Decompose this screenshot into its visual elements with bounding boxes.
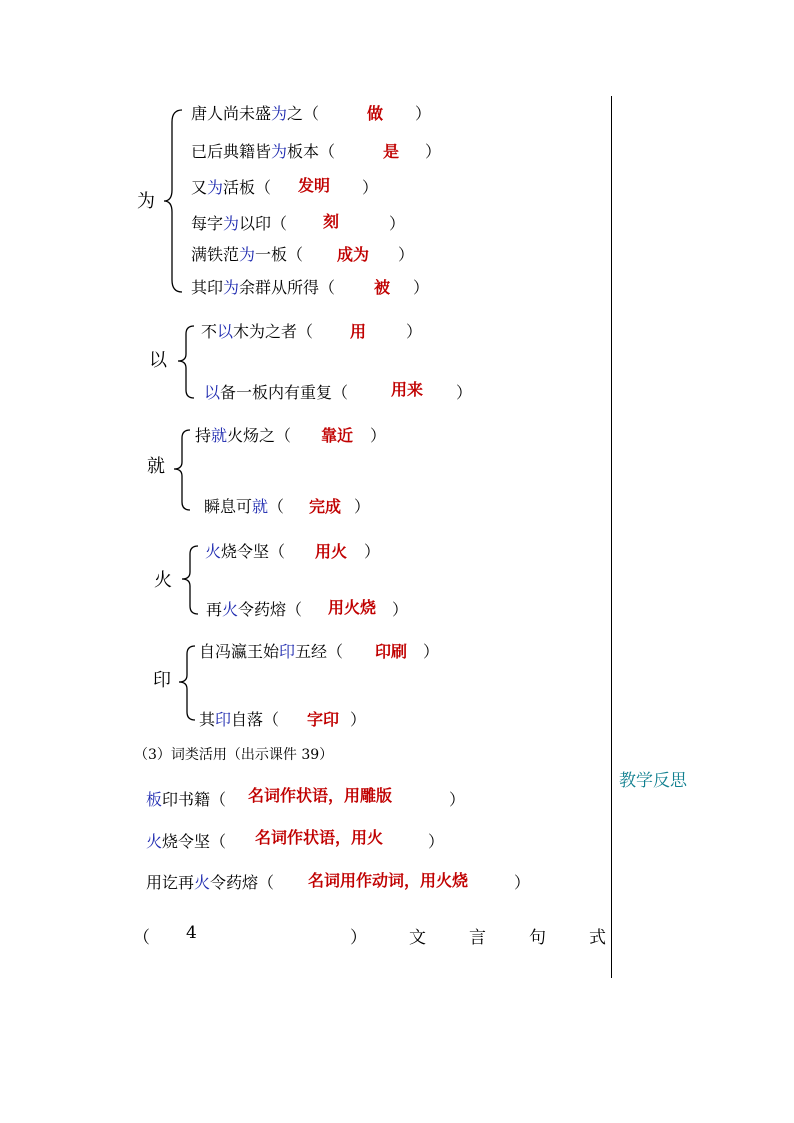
huo-item-1 <box>205 542 285 562</box>
section4-char-1: 文 <box>409 928 426 948</box>
jiu-item-1-answer: 靠近 <box>321 426 354 445</box>
wei-item-2-answer: 是 <box>383 142 400 161</box>
wei-item-1 <box>191 104 319 124</box>
wei-item-4-keyword: 为 <box>223 214 240 233</box>
wei-item-1-post: 之（ <box>287 104 320 123</box>
wei-item-5-close: ） <box>398 245 415 264</box>
section3-item-2 <box>146 832 226 852</box>
jiu-item-1-post: 火炀之（ <box>227 426 292 445</box>
yin-item-1-post: 五经（ <box>295 642 344 661</box>
group-char-jiu: 就 <box>147 456 165 477</box>
yi-item-1-keyword: 以 <box>217 322 234 341</box>
wei-item-1-pre: 唐人尚未盛 <box>191 104 272 123</box>
section3-item-3-pre: 用讫再 <box>146 873 195 892</box>
wei-item-3-post: 活板（ <box>223 178 272 197</box>
brace-huo <box>180 544 202 616</box>
yin-item-1-answer: 印刷 <box>375 642 408 661</box>
yin-item-2-pre: 其 <box>199 710 216 729</box>
yin-item-2-keyword: 印 <box>215 710 232 729</box>
brace-wei <box>162 108 186 294</box>
section3-item-3-close: ） <box>514 873 531 892</box>
section4-char-3: 句 <box>529 928 546 948</box>
group-char-wei: 为 <box>137 191 155 212</box>
yin-item-2-close: ） <box>350 710 367 729</box>
yi-item-2-close: ） <box>456 383 473 402</box>
yi-item-1-post: 木为之者（ <box>233 322 314 341</box>
section4-char-2: 言 <box>469 928 486 948</box>
brace-yi <box>176 324 198 400</box>
yi-item-2-keyword: 以 <box>204 383 221 402</box>
wei-item-2-close: ） <box>425 142 442 161</box>
wei-item-2-pre: 已后典籍皆 <box>191 142 272 161</box>
section3-item-2-keyword: 火 <box>146 832 163 851</box>
huo-item-2-keyword: 火 <box>222 600 239 619</box>
section3-item-2-post: 烧令坚（ <box>162 832 227 851</box>
jiu-item-2-pre: 瞬息可 <box>204 497 253 516</box>
section3-item-3 <box>146 873 274 893</box>
huo-item-1-post: 烧令坚（ <box>221 542 286 561</box>
wei-item-3-keyword: 为 <box>207 178 224 197</box>
wei-item-6-answer: 被 <box>374 278 391 297</box>
wei-item-3 <box>191 178 271 198</box>
yi-item-1-close: ） <box>406 322 423 341</box>
wei-item-2-post: 板本（ <box>287 142 336 161</box>
huo-item-2-pre: 再 <box>206 600 223 619</box>
jiu-item-2-close: ） <box>354 497 371 516</box>
jiu-item-1-close: ） <box>370 426 387 445</box>
huo-item-1-answer: 用火 <box>315 542 348 561</box>
section4-close-paren: ） <box>350 928 367 948</box>
wei-item-4-post: 以印（ <box>239 214 288 233</box>
wei-item-1-keyword: 为 <box>271 104 288 123</box>
wei-item-3-pre: 又 <box>191 178 208 197</box>
yi-item-2 <box>204 383 348 403</box>
jiu-item-2-post: （ <box>268 497 285 516</box>
jiu-item-1-pre: 持 <box>195 426 212 445</box>
section3-heading: （3）词类活用（出示课件 39） <box>134 747 334 763</box>
section3-item-3-post: 令药熔（ <box>210 873 275 892</box>
wei-item-4 <box>191 214 287 234</box>
jiu-item-2 <box>204 497 284 517</box>
huo-item-2-close: ） <box>392 600 409 619</box>
teaching-reflection-label: 教学反思 <box>619 771 687 791</box>
jiu-item-1 <box>195 426 291 446</box>
yin-item-1 <box>199 642 343 662</box>
yin-item-1-keyword: 印 <box>279 642 296 661</box>
section3-item-3-answer: 名词用作动词，用火烧 <box>308 871 469 890</box>
wei-item-6-pre: 其印 <box>191 278 224 297</box>
wei-item-6-keyword: 为 <box>223 278 240 297</box>
wei-item-2-keyword: 为 <box>271 142 288 161</box>
section4-open-paren: （ <box>133 928 150 948</box>
wei-item-6 <box>191 278 335 298</box>
huo-item-2-answer: 用火烧 <box>328 598 377 617</box>
wei-item-1-answer: 做 <box>367 104 384 123</box>
jiu-item-2-keyword: 就 <box>252 497 269 516</box>
section3-item-3-keyword: 火 <box>194 873 211 892</box>
wei-item-5 <box>191 245 303 265</box>
wei-item-2 <box>191 142 335 162</box>
yi-item-1-pre: 不 <box>201 322 218 341</box>
group-char-yin: 印 <box>153 670 171 691</box>
wei-item-4-answer: 刻 <box>323 212 340 231</box>
yin-item-1-close: ） <box>423 642 440 661</box>
wei-item-1-close: ） <box>415 104 432 123</box>
wei-item-5-pre: 满铁范 <box>191 245 240 264</box>
yi-item-1-answer: 用 <box>350 322 367 341</box>
brace-yin <box>177 644 199 722</box>
wei-item-6-post: 余群从所得（ <box>239 278 336 297</box>
wei-item-4-close: ） <box>389 214 406 233</box>
yi-item-2-answer: 用来 <box>391 380 424 399</box>
wei-item-6-close: ） <box>413 278 430 297</box>
jiu-item-1-keyword: 就 <box>211 426 228 445</box>
yin-item-1-pre: 自冯瀛王始 <box>199 642 280 661</box>
section4-number: 4 <box>186 923 197 943</box>
section3-item-1 <box>146 790 226 810</box>
wei-item-5-answer: 成为 <box>337 245 370 264</box>
group-char-yi: 以 <box>149 350 167 371</box>
yin-item-2-answer: 字印 <box>307 710 340 729</box>
table-divider <box>611 96 612 978</box>
section3-item-1-post: 印书籍（ <box>162 790 227 809</box>
section3-item-2-close: ） <box>428 832 445 851</box>
huo-item-1-keyword: 火 <box>205 542 222 561</box>
group-char-huo: 火 <box>154 570 172 591</box>
huo-item-2 <box>206 600 302 620</box>
yin-item-2 <box>199 710 279 730</box>
jiu-item-2-answer: 完成 <box>309 497 342 516</box>
section3-item-1-keyword: 板 <box>146 790 163 809</box>
wei-item-3-answer: 发明 <box>298 176 331 195</box>
section3-item-2-answer: 名词作状语，用火 <box>255 828 384 847</box>
huo-item-1-close: ） <box>364 542 381 561</box>
section3-item-1-close: ） <box>449 790 466 809</box>
yi-item-1 <box>201 322 313 342</box>
section3-item-1-answer: 名词作状语，用雕版 <box>248 786 393 805</box>
brace-jiu <box>172 428 194 512</box>
wei-item-3-close: ） <box>362 178 379 197</box>
wei-item-5-post: 一板（ <box>255 245 304 264</box>
huo-item-2-post: 令药熔（ <box>238 600 303 619</box>
wei-item-4-pre: 每字 <box>191 214 224 233</box>
yi-item-2-post: 备一板内有重复（ <box>220 383 349 402</box>
section4-char-4: 式 <box>589 928 606 948</box>
wei-item-5-keyword: 为 <box>239 245 256 264</box>
yin-item-2-post: 自落（ <box>231 710 280 729</box>
